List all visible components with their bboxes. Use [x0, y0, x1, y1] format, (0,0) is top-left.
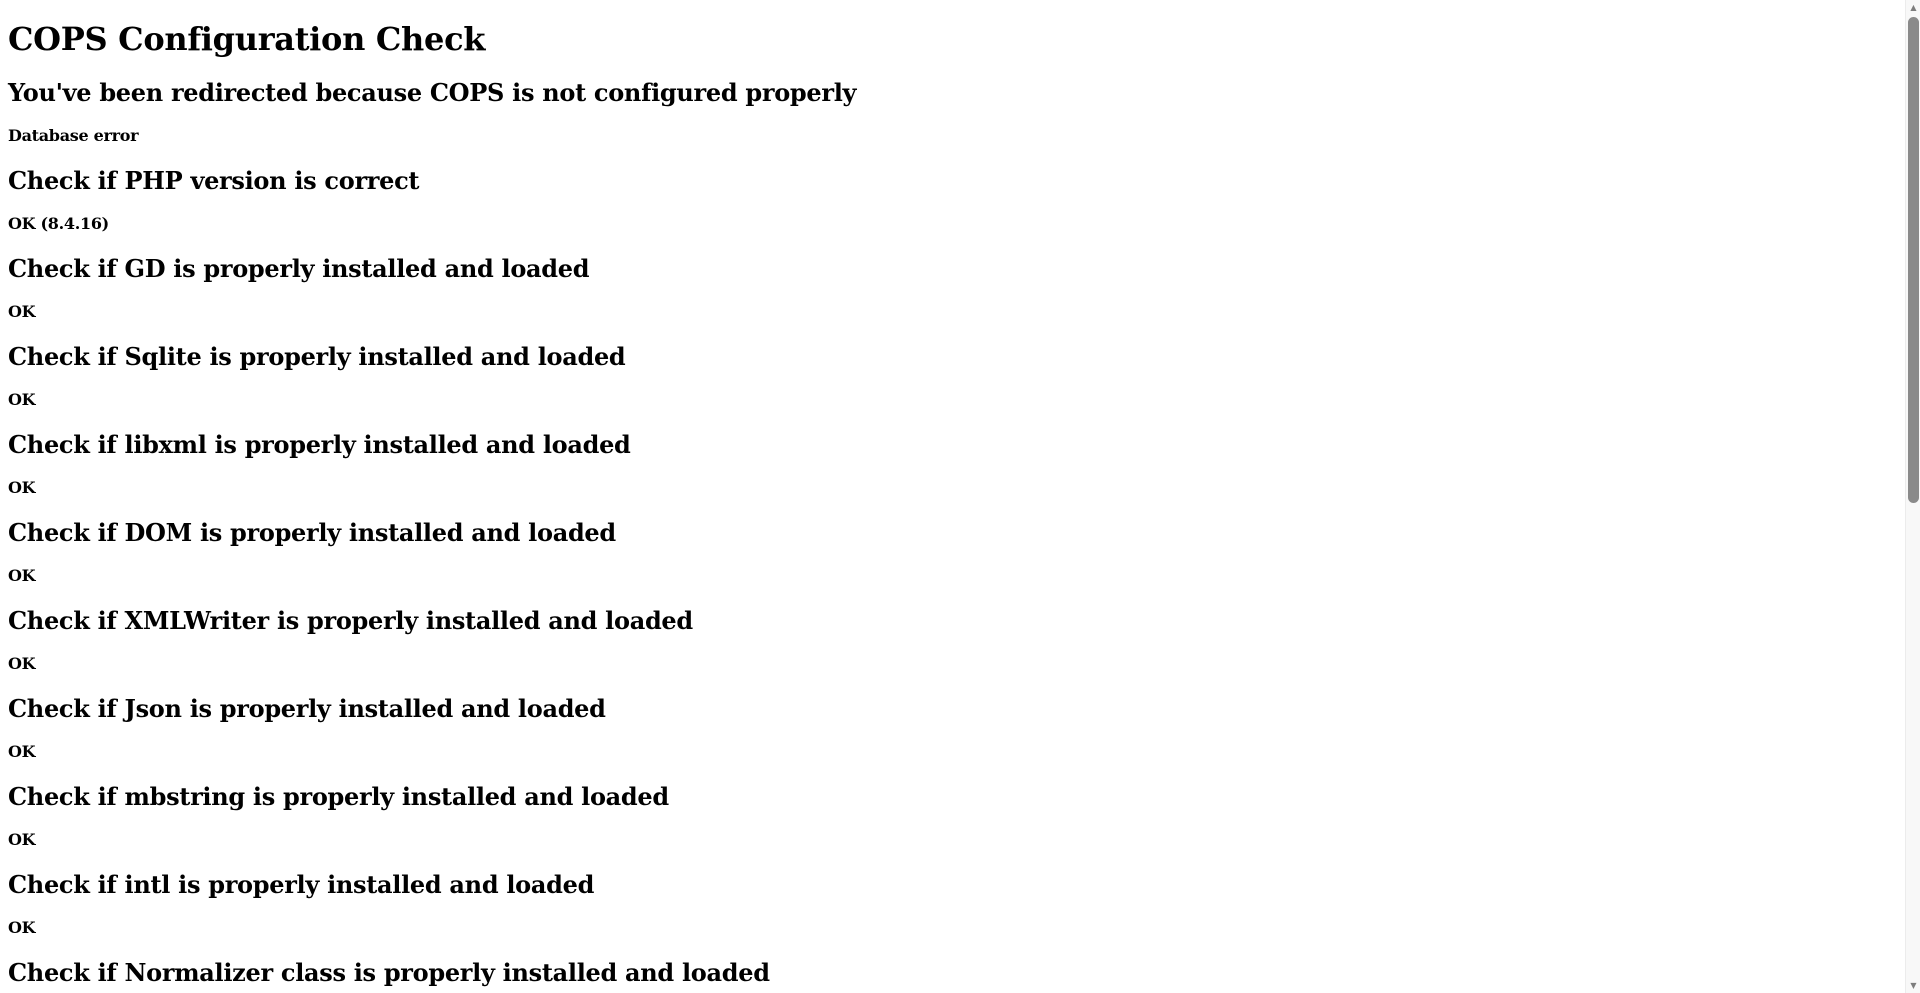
check-result-libxml: OK — [8, 478, 36, 498]
check-title-dom: Check if DOM is properly installed and loaded — [8, 517, 616, 547]
scrollbar-up-button[interactable] — [1906, 0, 1920, 15]
check-result-sqlite: OK — [8, 390, 36, 410]
scroll-up-icon: ▲ — [1910, 3, 1917, 12]
check-title-php: Check if PHP version is correct — [8, 165, 420, 195]
page-title: COPS Configuration Check — [8, 20, 486, 58]
check-title-libxml: Check if libxml is properly installed and loaded — [8, 429, 631, 459]
check-result-gd: OK — [8, 302, 36, 322]
vertical-scrollbar[interactable] — [1905, 0, 1920, 993]
check-title-sqlite: Check if Sqlite is properly installed and loaded — [8, 341, 626, 371]
redirect-error-message: Database error — [8, 126, 139, 146]
scroll-down-icon: ▼ — [1910, 981, 1917, 990]
check-title-xmlwriter: Check if XMLWriter is properly installed and loaded — [8, 605, 693, 635]
check-title-normalizer: Check if Normalizer class is properly installed and loaded — [8, 957, 770, 987]
check-title-intl: Check if intl is properly installed and loaded — [8, 869, 595, 899]
check-result-json: OK — [8, 742, 36, 762]
check-title-gd: Check if GD is properly installed and loaded — [8, 253, 590, 283]
check-result-dom: OK — [8, 566, 36, 586]
scrollbar-down-button[interactable] — [1906, 978, 1920, 993]
check-title-json: Check if Json is properly installed and loaded — [8, 693, 606, 723]
check-result-intl: OK — [8, 918, 36, 938]
check-title-mbstring: Check if mbstring is properly installed and loaded — [8, 781, 669, 811]
check-result-mbstring: OK — [8, 830, 36, 850]
redirect-notice: You've been redirected because COPS is not configured properly — [8, 77, 857, 107]
check-result-xmlwriter: OK — [8, 654, 36, 674]
scrollbar-thumb[interactable] — [1908, 17, 1919, 503]
check-result-php: OK (8.4.16) — [8, 214, 109, 234]
